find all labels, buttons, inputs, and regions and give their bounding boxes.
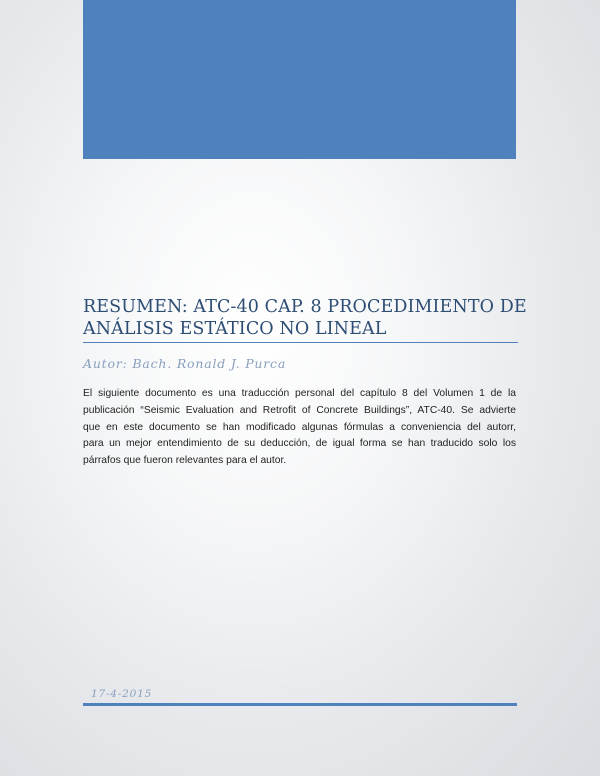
title-line-1: RESUMEN: ATC-40 CAP. 8 PROCEDIMIENTO DE [83,297,527,317]
document-title [83,296,527,340]
document-date: 17-4-2015 [91,688,153,700]
date-divider [83,703,517,706]
abstract-line: que en este documento se han modificado algunas fórmulas a conveniencia del autorr, [83,421,516,433]
cover-color-block [83,0,516,159]
abstract-line: para un mejor entendimiento de su deducción, de igual forma se han traducido solo los [83,438,516,450]
abstract-line: El siguiente documento es una traducción personal del capítulo 8 del Volumen 1 de la [83,388,516,399]
abstract-line: párrafos que fueron relevantes para el autor. [83,455,287,467]
abstract-paragraph [83,386,516,470]
author-line: Autor: Bach. Ronald J. Purca [83,356,287,371]
abstract-line: publicación “Seismic Evaluation and Retrofit of Concrete Buildings”, ATC-40. Se advierte [83,404,516,416]
title-line-2: ANÁLISIS ESTÁTICO NO LINEAL [83,319,387,339]
title-divider [83,342,518,343]
